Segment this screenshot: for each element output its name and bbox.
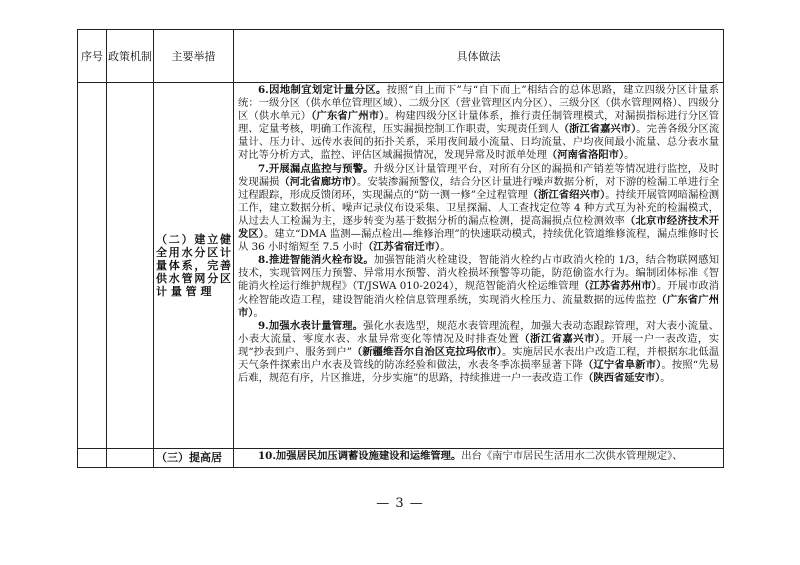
detail-item-6 [238,84,719,163]
detail-item-7 [238,163,719,255]
item-heading: 9.加强水表计量管理。 [258,319,364,332]
page-number: — 3 — [376,496,424,511]
location-tag: （浙江省嘉兴市） [519,332,601,345]
item-text: 。完善各级分区流量计、压力计、远传水表间的拓扑关系，采用夜间最小流量、日均流量、户均夜间最小流量、总分表水量对比等分析方式，监控、评估区域漏损情况，发现异常及时派单处理 [238,123,720,162]
item-text: 。开展市政消火栓智能改造工程，建设智能消火栓信息管理系统，实现消火栓压力、流量数据的远传监控 [238,280,719,306]
policy-table [77,29,724,468]
header-main-measures: 主要举措 [154,30,234,83]
item-text: 。持续开展管网暗漏检测工作，建立数据分析、噪声记录仪布设采集、卫星探漏、人工查找定位等 4 种方式互为补充的检漏模式，从过去人工检漏为主，逐步转变为基于数据分析的漏点检测，提高漏损点位检测效率 [238,188,719,227]
location-tag: （江苏省苏州市） [578,280,657,293]
location-tag: （陕西省延安市） [583,372,661,385]
detail-item-10 [238,450,719,463]
measure-cell: （二）建立健全用水分区计量体系，完善供水管网分区计 量 管 理 [154,83,234,449]
item-text: 按照“自上而下”与“自下而上”相结合的总体思路，建立四级分区计量系统：一级分区（供水单位管理区域）、二级分区（营业管理区内分区）、三级分区（供水管理网格）、四级分区（供水单元） [238,84,720,123]
item-heading: 6.因地制宜划定计量分区。 [258,84,387,96]
serial-cell [78,83,107,449]
location-tag: （浙江省绍兴市） [527,188,606,201]
table-header-row [78,30,724,83]
header-serial-number: 序号 [78,30,107,83]
location-tag: （浙江省嘉兴市） [558,123,637,136]
table-row [78,83,724,449]
detail-cell [234,449,724,468]
item-text: 。 [253,306,264,319]
item-text: 。 [440,241,451,254]
item-text: 。实施居民水表出户改造工程，并根据东北低温天气条件探索出户水表及管线的防冻经验和做法，水表冬季冻损率显著下降 [238,345,720,371]
item-heading: 8.推进智能消火栓布设。 [258,254,374,267]
measure-cell: （三）提高居 [154,449,234,468]
header-specific-practices: 具体做法 [234,30,724,83]
location-tag: （北京市经济技术开发区） [238,214,720,241]
item-text: 。开展一户一表改造，实现“抄表到户、服务到户” [238,332,720,358]
policy-cell [107,83,154,449]
table-row [78,449,724,468]
location-tag: （辽宁省阜新市） [582,358,662,371]
location-tag: （新疆维吾尔自治区克拉玛依市） [351,345,502,358]
location-tag: （河北省廊坊市） [279,175,357,188]
detail-item-8 [238,254,719,319]
item-text: 。 [624,149,635,162]
location-tag: （广东省广州市） [311,110,385,123]
item-text: 加强智能消火栓建设，智能消火栓约占市政消火栓的 1/3，结合物联网感知技术，实现管网压力预警、异常用水预警、消火栓损坏预警等功能，防范偷盗水行为。编制团体标准《智能消火栓运行维护规程》（T/JSWA 010-2024），规范智能消火栓运维管理 [238,254,720,293]
item-text: 。构建四级分区计量体系，推行责任制管理模式，对漏损指标进行分区管理、定量考核，明确工作流程，压实漏损控制工作职责，实现责任到人 [238,110,720,136]
header-policy-mechanism: 政策机制 [107,30,154,83]
location-tag: （河南省洛阳市） [546,149,625,162]
item-text: 。按照“先易后难，规范有序，片区推进，分步实施”的思路，持续推进一户一表改造工作 [238,358,720,385]
location-tag: （广东省广州市） [238,293,720,319]
detail-cell [234,83,724,449]
item-heading: 7.开展漏点监控与预警。 [258,162,374,175]
serial-cell [78,449,107,468]
detail-item-9 [238,320,719,385]
item-text: 升级分区计量管理平台，对所有分区的漏损和产销差等情况进行监控，及时发现漏损 [238,162,720,188]
item-text: 。安装渗漏预警仪，结合分区计量进行噪声数据分析，对下游的检漏工单进行全过程跟踪，形成反馈闭环，实现漏点的“防一测一修”全过程管理 [238,175,720,201]
item-text: 。建立“DMA 监测—漏点检出—维修治理”的快速联动模式，持续优化管道维修流程，漏点维修时长从 36 小时缩短至 7.5 小时 [238,228,719,254]
item-text: 。 [660,372,671,385]
item-heading: 10.加强居民加压调蓄设施建设和运维管理。 [258,450,462,462]
policy-cell [107,449,154,468]
item-text: 出台《南宁市居民生活用水二次供水管理规定》、 [461,450,683,462]
location-tag: （江苏省宿迁市） [362,241,441,254]
item-text: 强化水表选型，规范水表管理流程，加强大表动态跟踪管理，对大表小流量、小表大流量、零度水表、水量异常变化等情况及时排查处置 [238,319,720,345]
